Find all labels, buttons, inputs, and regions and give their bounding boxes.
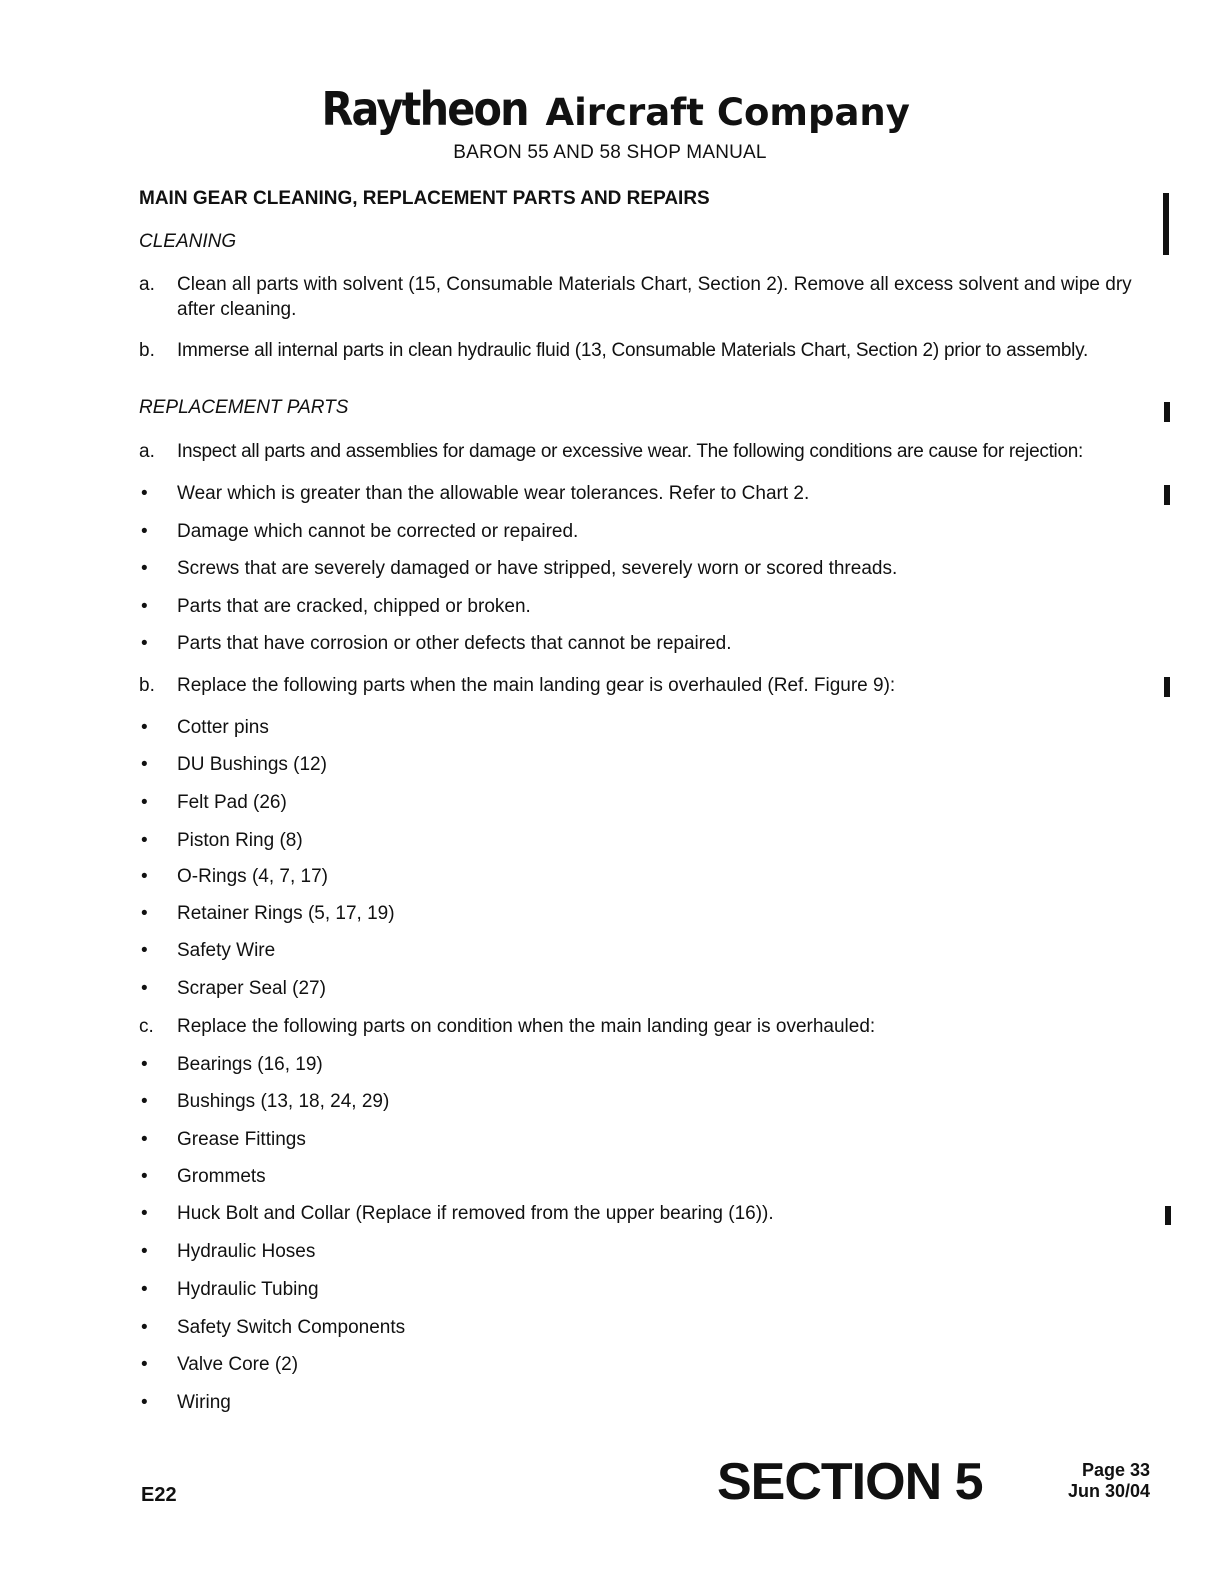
item-text: Immerse all internal parts in clean hydraulic fluid (13, Consumable Materials Chart, Section 2) prior to assembly.: [177, 340, 1088, 361]
item-marker: •: [141, 558, 148, 579]
list-item: [139, 1164, 1149, 1189]
brand-name: Raytheon: [321, 82, 528, 136]
list-item: [139, 1390, 1149, 1415]
document-code: E22: [141, 1484, 177, 1506]
list-item: [139, 519, 1149, 544]
list-item: [139, 752, 1149, 777]
item-text: Parts that are cracked, chipped or broken.: [177, 596, 531, 617]
item-marker: •: [141, 521, 148, 542]
item-marker: a.: [139, 441, 155, 462]
item-marker: •: [141, 1317, 148, 1338]
item-marker: •: [141, 633, 148, 654]
manual-title: BARON 55 AND 58 SHOP MANUAL: [453, 142, 767, 163]
item-marker: •: [141, 792, 148, 813]
item-text: Wiring: [177, 1392, 231, 1413]
item-marker: •: [141, 978, 148, 999]
page-header: [0, 82, 1220, 164]
item-text: Hydraulic Hoses: [177, 1241, 316, 1262]
list-item: [139, 828, 1149, 853]
item-text: Grommets: [177, 1166, 266, 1187]
list-item: [139, 715, 1149, 740]
item-marker: •: [141, 1054, 148, 1075]
page-number: Page 33: [1081, 1460, 1150, 1480]
list-item: [139, 790, 1149, 815]
item-text: Replace the following parts when the main landing gear is overhauled (Ref. Figure 9):: [177, 675, 896, 696]
revision-bar: [1164, 485, 1170, 505]
item-marker: •: [141, 1166, 148, 1187]
company-logo: [0, 82, 1220, 136]
list-item: [139, 556, 1149, 581]
item-text: Replace the following parts on condition when the main landing gear is overhauled:: [177, 1016, 876, 1037]
item-text: Retainer Rings (5, 17, 19): [177, 903, 395, 924]
list-item: [139, 272, 1149, 322]
list-item: [139, 338, 1149, 363]
item-marker: •: [141, 1279, 148, 1300]
item-marker: c.: [139, 1016, 154, 1037]
list-item: [139, 631, 1149, 656]
list-item: [139, 1277, 1149, 1302]
item-text: Parts that have corrosion or other defects that cannot be repaired.: [177, 633, 732, 654]
item-text: Valve Core (2): [177, 1354, 299, 1375]
replacement-heading: REPLACEMENT PARTS: [139, 397, 349, 418]
item-marker: •: [141, 903, 148, 924]
list-item: [139, 901, 1149, 926]
item-text: Safety Switch Components: [177, 1317, 406, 1338]
item-text: Grease Fittings: [177, 1129, 306, 1150]
item-marker: •: [141, 717, 148, 738]
list-item: [139, 938, 1149, 963]
list-item: [139, 1352, 1149, 1377]
item-marker: •: [141, 1203, 148, 1224]
item-marker: b.: [139, 675, 155, 696]
item-marker: •: [141, 1241, 148, 1262]
item-marker: a.: [139, 274, 155, 295]
item-marker: •: [141, 1392, 148, 1413]
list-item: [139, 1052, 1149, 1077]
list-item: [139, 1239, 1149, 1264]
item-text: Bearings (16, 19): [177, 1054, 323, 1075]
item-text: Huck Bolt and Collar (Replace if removed from the upper bearing (16)).: [177, 1203, 774, 1224]
item-text: Felt Pad (26): [177, 792, 287, 813]
list-item: [139, 594, 1149, 619]
item-text: DU Bushings (12): [177, 754, 327, 775]
company-name: Aircraft Company: [545, 91, 910, 134]
item-text: Damage which cannot be corrected or repaired.: [177, 521, 579, 542]
item-text: Cotter pins: [177, 717, 269, 738]
item-text: Hydraulic Tubing: [177, 1279, 319, 1300]
list-item: [139, 481, 1149, 506]
item-text: Scraper Seal (27): [177, 978, 326, 999]
item-marker: •: [141, 940, 148, 961]
item-marker: •: [141, 596, 148, 617]
list-item: [139, 1315, 1149, 1340]
list-item: [139, 1014, 1149, 1039]
revision-bar: [1164, 677, 1170, 697]
item-marker: •: [141, 754, 148, 775]
revision-bar: [1163, 193, 1169, 255]
section-title: MAIN GEAR CLEANING, REPLACEMENT PARTS AND REPAIRS: [139, 188, 710, 209]
revision-bar: [1164, 402, 1170, 422]
revision-date: Jun 30/04: [1067, 1481, 1150, 1501]
list-item: [139, 1089, 1149, 1114]
item-marker: •: [141, 830, 148, 851]
item-text: Safety Wire: [177, 940, 276, 961]
item-text: O-Rings (4, 7, 17): [177, 866, 328, 887]
list-item: [139, 439, 1149, 464]
cleaning-heading: CLEANING: [139, 231, 237, 252]
item-marker: •: [141, 866, 148, 887]
list-item: [139, 864, 1149, 889]
item-text: Bushings (13, 18, 24, 29): [177, 1091, 390, 1112]
item-text: Clean all parts with solvent (15, Consumable Materials Chart, Section 2). Remove all excess solvent and wipe dry after cleaning.: [177, 274, 1132, 320]
item-marker: b.: [139, 340, 155, 361]
list-item: [139, 673, 1149, 698]
list-item: [139, 1201, 1149, 1226]
page-info: [1046, 1460, 1150, 1502]
list-item: [139, 1127, 1149, 1152]
revision-bar: [1165, 1206, 1171, 1225]
item-marker: •: [141, 1354, 148, 1375]
item-marker: •: [141, 1129, 148, 1150]
item-text: Piston Ring (8): [177, 830, 303, 851]
item-marker: •: [141, 1091, 148, 1112]
list-item: [139, 976, 1149, 1001]
section-label: SECTION 5: [717, 1453, 983, 1511]
item-text: Wear which is greater than the allowable wear tolerances. Refer to Chart 2.: [177, 483, 810, 504]
item-marker: •: [141, 483, 148, 504]
item-text: Screws that are severely damaged or have stripped, severely worn or scored threads.: [177, 558, 898, 579]
item-text: Inspect all parts and assemblies for damage or excessive wear. The following conditions are cause for rejection:: [177, 441, 1083, 462]
